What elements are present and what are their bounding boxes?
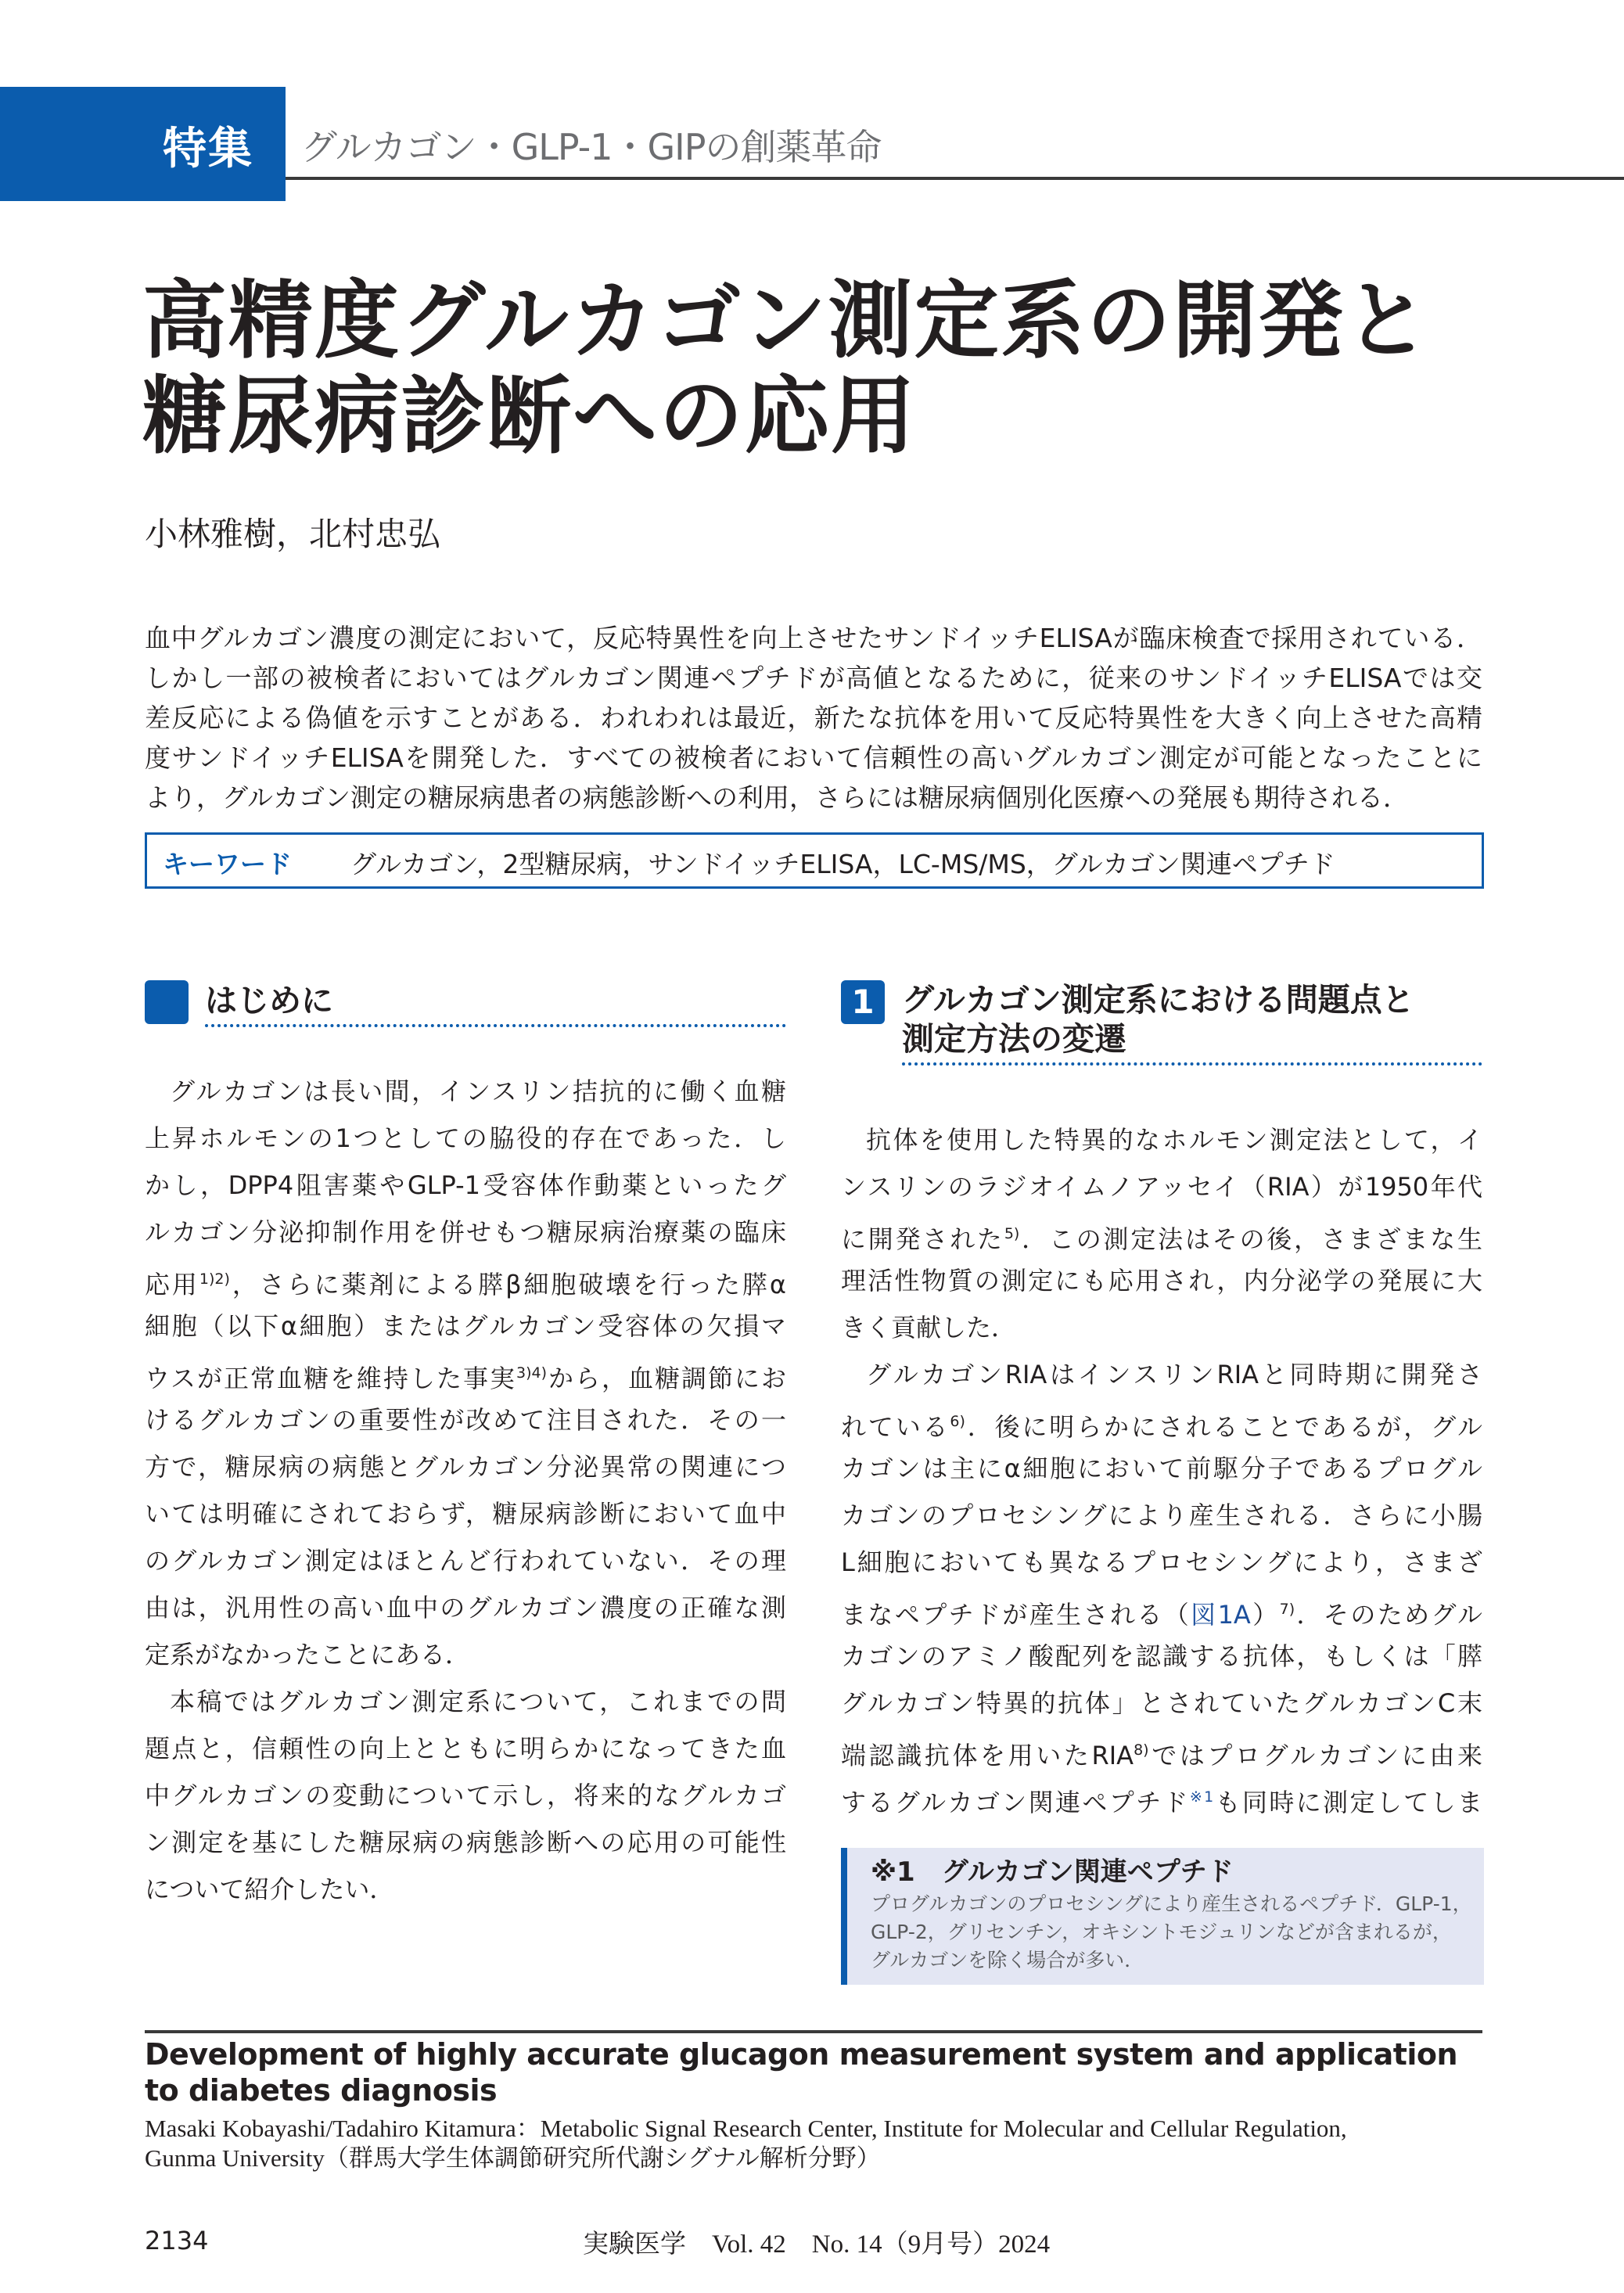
body-text: について紹介したい． — [145, 1874, 395, 1904]
footnote-line: GLP-2，グリセンチン，オキシントモジュリンなどが含まれるが， — [871, 1921, 1452, 1943]
body-line — [145, 1772, 786, 1819]
body-text: 題点と，信頼性の向上とともに明らかになってきた血 — [145, 1734, 786, 1763]
affiliation-line: Masaki Kobayashi/Tadahiro Kitamura：Metabolic Signal Research Center, Institute for Molecular and Cellular Regulation, — [145, 2115, 1347, 2142]
body-text: まなペプチドが産生される（ — [841, 1600, 1191, 1630]
abstract-line: しかし一部の被検者においてはグルカゴン関連ペプチドが高値となるために，従来のサンドイッチELISAでは交 — [145, 663, 1482, 693]
body-line — [145, 1256, 786, 1303]
body-line — [145, 1678, 786, 1725]
body-line — [841, 1727, 1482, 1774]
body-line — [145, 1490, 786, 1537]
body-text: きく貢献した． — [841, 1313, 1017, 1342]
body-text: に開発された — [841, 1224, 1004, 1254]
body-text: かし，DPP4阻害薬やGLP-1受容体作動薬といったグ — [145, 1170, 786, 1200]
citation-ref[interactable]: 8) — [1134, 1741, 1149, 1759]
section-heading-1 — [902, 980, 1414, 1058]
body-text: ．この測定法はその後，さまざまな生 — [1019, 1224, 1482, 1254]
journal-citation: 実験医学 Vol. 42 No. 14（9月号）2024 — [583, 2230, 1051, 2259]
body-text: ウスが正常血糖を維持した事実 — [145, 1364, 516, 1393]
body-text: カゴンのプロセシングにより産生される．さらに小腸 — [841, 1501, 1482, 1530]
body-line — [145, 1303, 786, 1350]
body-text: いては明確にされておらず，糖尿病診断において血中 — [145, 1499, 786, 1529]
body-text: 理活性物質の測定にも応用され，内分泌学の発展に大 — [841, 1266, 1482, 1296]
english-affiliation — [145, 2114, 1482, 2173]
section-number-badge: 1 — [841, 980, 885, 1024]
english-title: Development of highly accurate glucagon measurement system and application to diabetes diagnosis — [145, 2037, 1458, 2108]
body-text: 抗体を使用した特異的なホルモン測定法として，イ — [866, 1125, 1482, 1155]
body-line — [841, 1257, 1482, 1304]
footnote-body — [871, 1890, 1475, 1975]
body-text: ではプログルカゴンに由来 — [1148, 1741, 1482, 1770]
figure-ref-link[interactable]: 図1A — [1191, 1600, 1251, 1630]
body-line — [841, 1116, 1482, 1163]
body-line — [841, 1774, 1482, 1820]
citation-ref[interactable]: 5) — [1004, 1225, 1020, 1242]
section-1-body — [841, 1116, 1482, 1820]
heading-dotted-rule — [205, 1024, 786, 1027]
body-line — [145, 1584, 786, 1631]
authors: 小林雅樹，北村忠弘 — [145, 515, 441, 553]
body-text: 定系がなかったことにある． — [145, 1640, 471, 1669]
abstract-line: より，グルカゴン測定の糖尿病患者の病態診断への利用，さらには糖尿病個別化医療への発展も期待される． — [145, 782, 1410, 813]
body-text: ン測定を基にした糖尿病の病態診断への応用の可能性 — [145, 1828, 786, 1857]
body-text: のグルカゴン測定はほとんど行われていない．その理 — [145, 1546, 786, 1576]
article-title-line: 高精度グルカゴン測定系の開発と — [142, 272, 1431, 370]
body-line — [841, 1351, 1482, 1398]
body-text: ，さらに薬剤による膵β細胞破壊を行った膵α — [229, 1270, 786, 1299]
body-text: グルカゴンRIAはインスリンRIAと同時期に開発さ — [866, 1360, 1482, 1389]
section-marker-icon — [145, 980, 189, 1024]
body-text: から，血糖調節にお — [547, 1364, 786, 1393]
intro-body — [145, 1068, 786, 1913]
heading-dotted-rule — [902, 1062, 1482, 1066]
body-text: けるグルカゴンの重要性が改めて注目された．その一 — [145, 1405, 786, 1435]
body-line — [145, 1443, 786, 1490]
body-text: カゴンは主にα細胞において前駆分子であるプログル — [841, 1454, 1482, 1483]
body-line — [145, 1115, 786, 1162]
feature-tag: 特集 — [163, 124, 253, 174]
section-heading-intro: はじめに — [205, 982, 333, 1019]
header-rule — [286, 177, 1624, 180]
abstract-line: 差反応による偽値を示すことがある．われわれは最近，新たな抗体を用いて反応特異性を大きく向上させた高精 — [145, 703, 1482, 733]
body-line — [841, 1539, 1482, 1586]
article-title-line: 糖尿病診断への応用 — [142, 368, 918, 465]
body-line — [841, 1304, 1482, 1351]
body-text: 上昇ホルモンの1つとしての脇役的存在であった．し — [145, 1123, 786, 1153]
body-text: ルカゴン分泌抑制作用を併せもつ糖尿病治療薬の臨床 — [145, 1217, 786, 1247]
body-line — [145, 1162, 786, 1209]
body-line — [841, 1680, 1482, 1727]
body-line — [841, 1398, 1482, 1445]
body-text: ンスリンのラジオイムノアッセイ（RIA）が1950年代 — [841, 1172, 1482, 1202]
body-text: ） — [1250, 1600, 1280, 1630]
abstract — [145, 618, 1482, 818]
body-line — [841, 1586, 1482, 1633]
abstract-line: 度サンドイッチELISAを開発した．すべての被検者において信頼性の高いグルカゴン測定が可能となったことに — [145, 742, 1482, 773]
article-title — [142, 274, 1431, 465]
body-text: ．後に明らかにされることであるが，グル — [965, 1412, 1482, 1442]
keywords-text: グルカゴン，2型糖尿病，サンドイッチELISA，LC-MS/MS，グルカゴン関連ペプチド — [350, 849, 1335, 879]
body-line — [841, 1445, 1482, 1492]
abstract-line: 血中グルカゴン濃度の測定において，反応特異性を向上させたサンドイッチELISAが臨床検査で採用されている． — [145, 623, 1482, 653]
body-line — [145, 1068, 786, 1115]
body-text: グルカゴンは長い間，インスリン拮抗的に働く血糖 — [170, 1076, 786, 1106]
section-heading-line: グルカゴン測定系における問題点と — [902, 981, 1414, 1019]
body-line — [145, 1350, 786, 1396]
page-number: 2134 — [145, 2226, 209, 2255]
body-text: も同時に測定してしま — [1213, 1788, 1482, 1817]
footnote-box — [841, 1848, 1484, 1985]
keywords-box — [145, 832, 1484, 889]
body-text: 細胞（以下α細胞）またはグルカゴン受容体の欠損マ — [145, 1311, 786, 1341]
citation-ref[interactable]: 6) — [950, 1413, 965, 1430]
body-text: 方で，糖尿病の病態とグルカゴン分泌異常の関連につ — [145, 1452, 786, 1482]
footnote-line: グルカゴンを除く場合が多い． — [871, 1949, 1144, 1971]
body-text: するグルカゴン関連ペプチド — [841, 1788, 1190, 1817]
body-line — [841, 1210, 1482, 1257]
footnote-line: プログルカゴンのプロセシングにより産生されるペプチド．GLP-1， — [871, 1892, 1472, 1915]
body-text: 応用 — [145, 1270, 199, 1299]
footnote-title: ※1 グルカゴン関連ペプチド — [871, 1856, 1234, 1888]
body-text: カゴンのアミノ酸配列を認識する抗体，もしくは「膵 — [841, 1641, 1482, 1671]
feature-series-title: グルカゴン・GLP-1・GIPの創薬革命 — [301, 126, 882, 168]
body-text: 本稿ではグルカゴン測定系について，これまでの問 — [170, 1687, 786, 1716]
body-line — [145, 1537, 786, 1584]
body-line — [145, 1209, 786, 1256]
body-text: 中グルカゴンの変動について示し，将来的なグルカゴ — [145, 1781, 786, 1810]
body-text: 端認識抗体を用いたRIA — [841, 1741, 1134, 1770]
body-line — [841, 1492, 1482, 1539]
body-line — [145, 1819, 786, 1866]
body-line — [145, 1866, 786, 1913]
body-line — [841, 1633, 1482, 1680]
citation-ref[interactable]: 1)2) — [199, 1270, 230, 1288]
keywords-label: キーワード — [163, 849, 292, 879]
body-line — [145, 1631, 786, 1678]
body-line — [841, 1163, 1482, 1210]
footnote-ref-link[interactable]: ※1 — [1189, 1788, 1214, 1806]
footer-rule — [145, 2030, 1482, 2033]
citation-ref[interactable]: 3)4) — [516, 1364, 548, 1382]
body-text: L細胞においても異なるプロセシングにより，さまざ — [841, 1547, 1482, 1577]
body-line — [145, 1396, 786, 1443]
body-text: グルカゴン特異的抗体」とされていたグルカゴンC末 — [841, 1688, 1482, 1718]
body-text: れている — [841, 1412, 950, 1442]
body-text: ．そのためグル — [1295, 1600, 1482, 1630]
body-line — [145, 1725, 786, 1772]
section-heading-line: 測定方法の変遷 — [902, 1020, 1126, 1058]
affiliation-line: Gunma University（群馬大学生体調節研究所代謝シグナル解析分野） — [145, 2144, 881, 2172]
body-text: 由は，汎用性の高い血中のグルカゴン濃度の正確な測 — [145, 1593, 786, 1623]
citation-ref[interactable]: 7) — [1279, 1601, 1295, 1618]
